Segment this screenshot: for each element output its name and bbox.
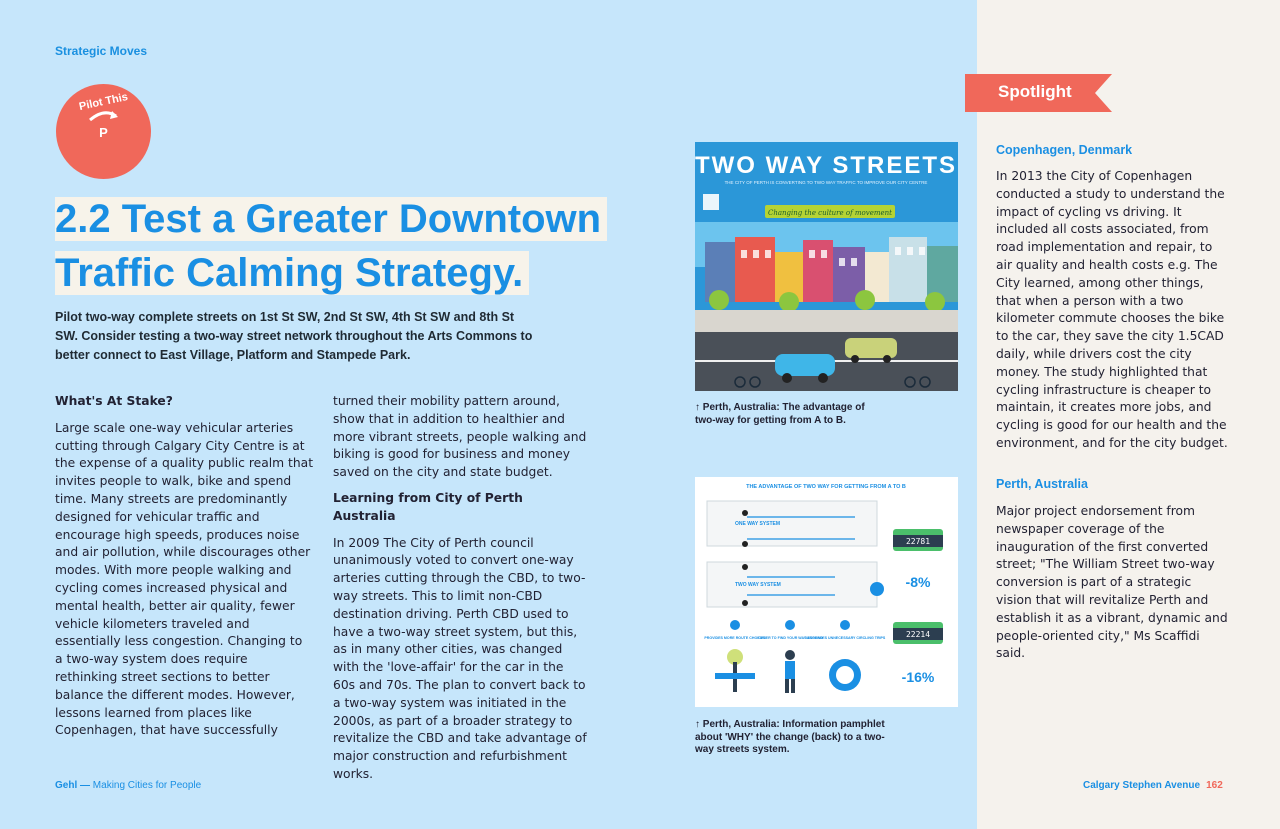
two-way-streets-poster xyxy=(695,142,958,391)
footer-tagline: Making Cities for People xyxy=(92,780,202,791)
perth-body: In 2009 The City of Perth council unanimously voted to convert one-way arteries cutting through the CBD, to two-way streets. This to limit non-CBD destination driving. Perth CBD used to have a two-way street system, but this, as in many other cities, was changed with the 'love-affair' for the car in the 60s and 70s. The plan to convert back to a two-way system was initiated in the 2000s, as part of a broader strategy to revitalize the CBD and take advantage of major construction and refurbishment works. xyxy=(333,535,587,781)
two-way-advantage-infographic xyxy=(695,477,958,707)
up-arrow-icon: ↑ xyxy=(695,402,703,413)
figure-2-caption: ↑ Perth, Australia: Information pamphlet about 'WHY' the change (back) to a two-way streets system. xyxy=(695,719,885,755)
infographic-title: THE ADVANTAGE OF TWO WAY FOR GETTING FROM A TO B xyxy=(746,484,906,490)
column-2 xyxy=(333,393,588,784)
title-line-2: Traffic Calming Strategy. xyxy=(55,251,529,295)
two-way-label: TWO WAY SYSTEM xyxy=(735,582,781,588)
page-number: 162 xyxy=(1206,780,1223,791)
counter-one-way: 22781 xyxy=(905,537,931,546)
copenhagen-body: In 2013 the City of Copenhagen conducted a study to understand the impact of cycling vs driving. It included all costs associated, from road implementation and repair, to air quality and health costs e.g. The City learned, among other things, that when a person with a two kilometer commute chooses the bike to the car, they save the city 1.5CAD daily, while drivers cost the city money. The study highlighted that cycling infrastructure is cheaper to maintain, it creates more jobs, and cycling is good for our health and the environment, and for the city budget. xyxy=(996,169,1228,450)
one-way-label: ONE WAY SYSTEM xyxy=(735,521,781,527)
pilot-letter: P xyxy=(99,125,108,140)
lead-paragraph: Pilot two-way complete streets on 1st St SW, 2nd St SW, 4th St SW and 8th St SW. Consider testing a two-way street network throughout the Arts Commons to better connect to East Village, Platform and Stampede Park. xyxy=(55,310,533,362)
whats-at-stake-body: Large scale one-way vehicular arteries cutting through Calgary City Centre is at the expense of a quality public realm that invites people to walk, bike and spend time. Many streets are predominantly designed for vehicular traffic and encourage high speeds, produces noise and air pollution, while discourages other modes. With more people walking and cycling comes increased physical and mental health, better air quality, fewer vehicle kilometers traveled and essentially less congestion. Changing to a two-way system does require rethinking street sections to better balance the different modes. However, lessons learned from places like Copenhagen, that have successfully xyxy=(55,420,314,738)
benefit-circling-trips: DECREASES UNNECESSARY CIRCLING TRIPS xyxy=(804,636,886,640)
stat-minus-16: -16% xyxy=(901,669,935,685)
up-arrow-icon: ↑ xyxy=(695,719,703,730)
section-label: Strategic Moves xyxy=(55,44,148,58)
footer-report-title: Calgary Stephen Avenue xyxy=(1083,780,1201,791)
poster-title: TWO WAY STREETS xyxy=(695,152,958,179)
figure-1-caption: ↑ Perth, Australia: The advantage of two-way for getting from A to B. xyxy=(695,402,865,426)
footer-report xyxy=(1083,780,1223,791)
person-icon xyxy=(785,650,795,660)
footer-brand xyxy=(55,780,201,791)
poster-subtitle: THE CITY OF PERTH IS CONVERTING TO TWO WAY TRAFFIC TO IMPROVE OUR CITY CENTRE xyxy=(724,180,928,185)
column-1 xyxy=(55,393,313,740)
perth-spotlight-body: Major project endorsement from newspaper coverage of the inauguration of the first converted street; "The William Street two-way conversion is part of a strategic vision that will revitalize Perth and establish it as a vibrant, dynamic and people-oriented city," Ms Scaffidi said. xyxy=(996,504,1228,661)
benefit-route-choices: PROVIDES MORE ROUTE CHOICES xyxy=(704,636,766,640)
spotlight-ribbon xyxy=(965,74,1112,112)
perth-spotlight-heading: Perth, Australia xyxy=(996,477,1088,491)
benefit-wayfinding: EASIER TO FIND YOUR WAY AROUND xyxy=(757,636,823,640)
city-crest-icon xyxy=(703,194,719,210)
copenhagen-heading: Copenhagen, Denmark xyxy=(996,143,1133,157)
poster-illustration xyxy=(695,142,958,391)
stat-minus-8: -8% xyxy=(905,574,931,590)
pilot-badge xyxy=(56,84,151,179)
perth-heading: Learning from City of Perth Australia xyxy=(333,490,523,523)
curved-arrow-icon xyxy=(88,108,120,122)
title-line-1: 2.2 Test a Greater Downtown xyxy=(55,197,607,241)
counter-two-way: 22214 xyxy=(905,630,931,639)
column-2-continued: turned their mobility pattern around, show that in addition to healthier and more vibrant streets, people walking and biking is good for business and money saved on the city and state budget. xyxy=(333,394,587,480)
page-title xyxy=(55,192,607,300)
spotlight-label: Spotlight xyxy=(998,82,1072,101)
footer-brand-name: Gehl — xyxy=(55,780,91,791)
poster-banner: Changing the culture of movement xyxy=(768,209,892,217)
whats-at-stake-heading: What's At Stake? xyxy=(55,394,173,408)
pilot-label: Pilot This xyxy=(78,90,129,114)
infographic-illustration xyxy=(695,477,958,707)
